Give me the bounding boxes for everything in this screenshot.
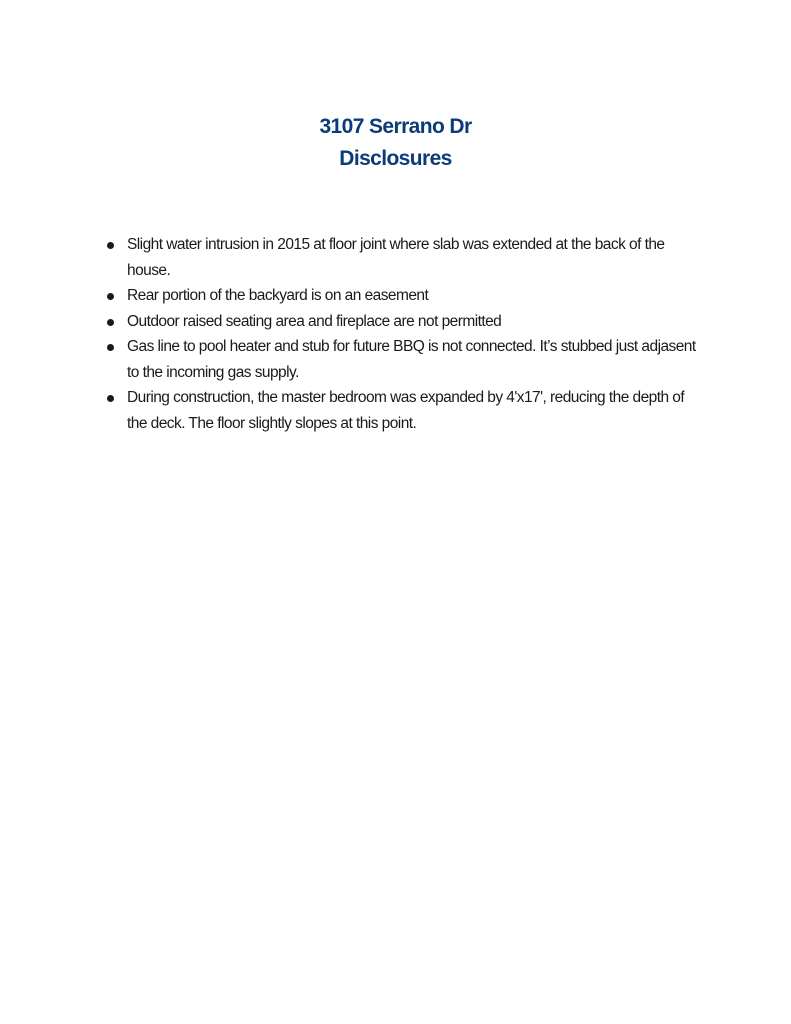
- list-item: [100, 385, 700, 436]
- list-item: [100, 283, 700, 309]
- disclosure-text: Outdoor raised seating area and fireplace are not permitted: [127, 312, 502, 330]
- bullet-dot-icon: [107, 319, 114, 326]
- bullet-dot-icon: [107, 395, 114, 402]
- document-heading: [0, 111, 791, 175]
- list-item: [100, 334, 700, 385]
- disclosure-list: [100, 232, 700, 436]
- list-item: [100, 232, 700, 283]
- bullet-dot-icon: [107, 293, 114, 300]
- disclosure-text: Slight water intrusion in 2015 at floor joint where slab was extended at the back of the house.: [127, 236, 665, 279]
- disclosure-text: Rear portion of the backyard is on an easement: [127, 287, 429, 304]
- disclosure-text: During construction, the master bedroom was expanded by 4'x17', reducing the depth of the deck. The floor slightly slopes at this point.: [127, 389, 685, 432]
- property-address-title: 3107 Serrano Dr: [319, 115, 472, 138]
- list-item: [100, 309, 700, 335]
- bullet-dot-icon: [107, 242, 114, 249]
- disclosure-text: Gas line to pool heater and stub for future BBQ is not connected. It’s stubbed just adjasent to the incoming gas supply.: [127, 338, 696, 381]
- bullet-dot-icon: [107, 344, 114, 351]
- disclosures-subtitle: Disclosures: [339, 147, 452, 170]
